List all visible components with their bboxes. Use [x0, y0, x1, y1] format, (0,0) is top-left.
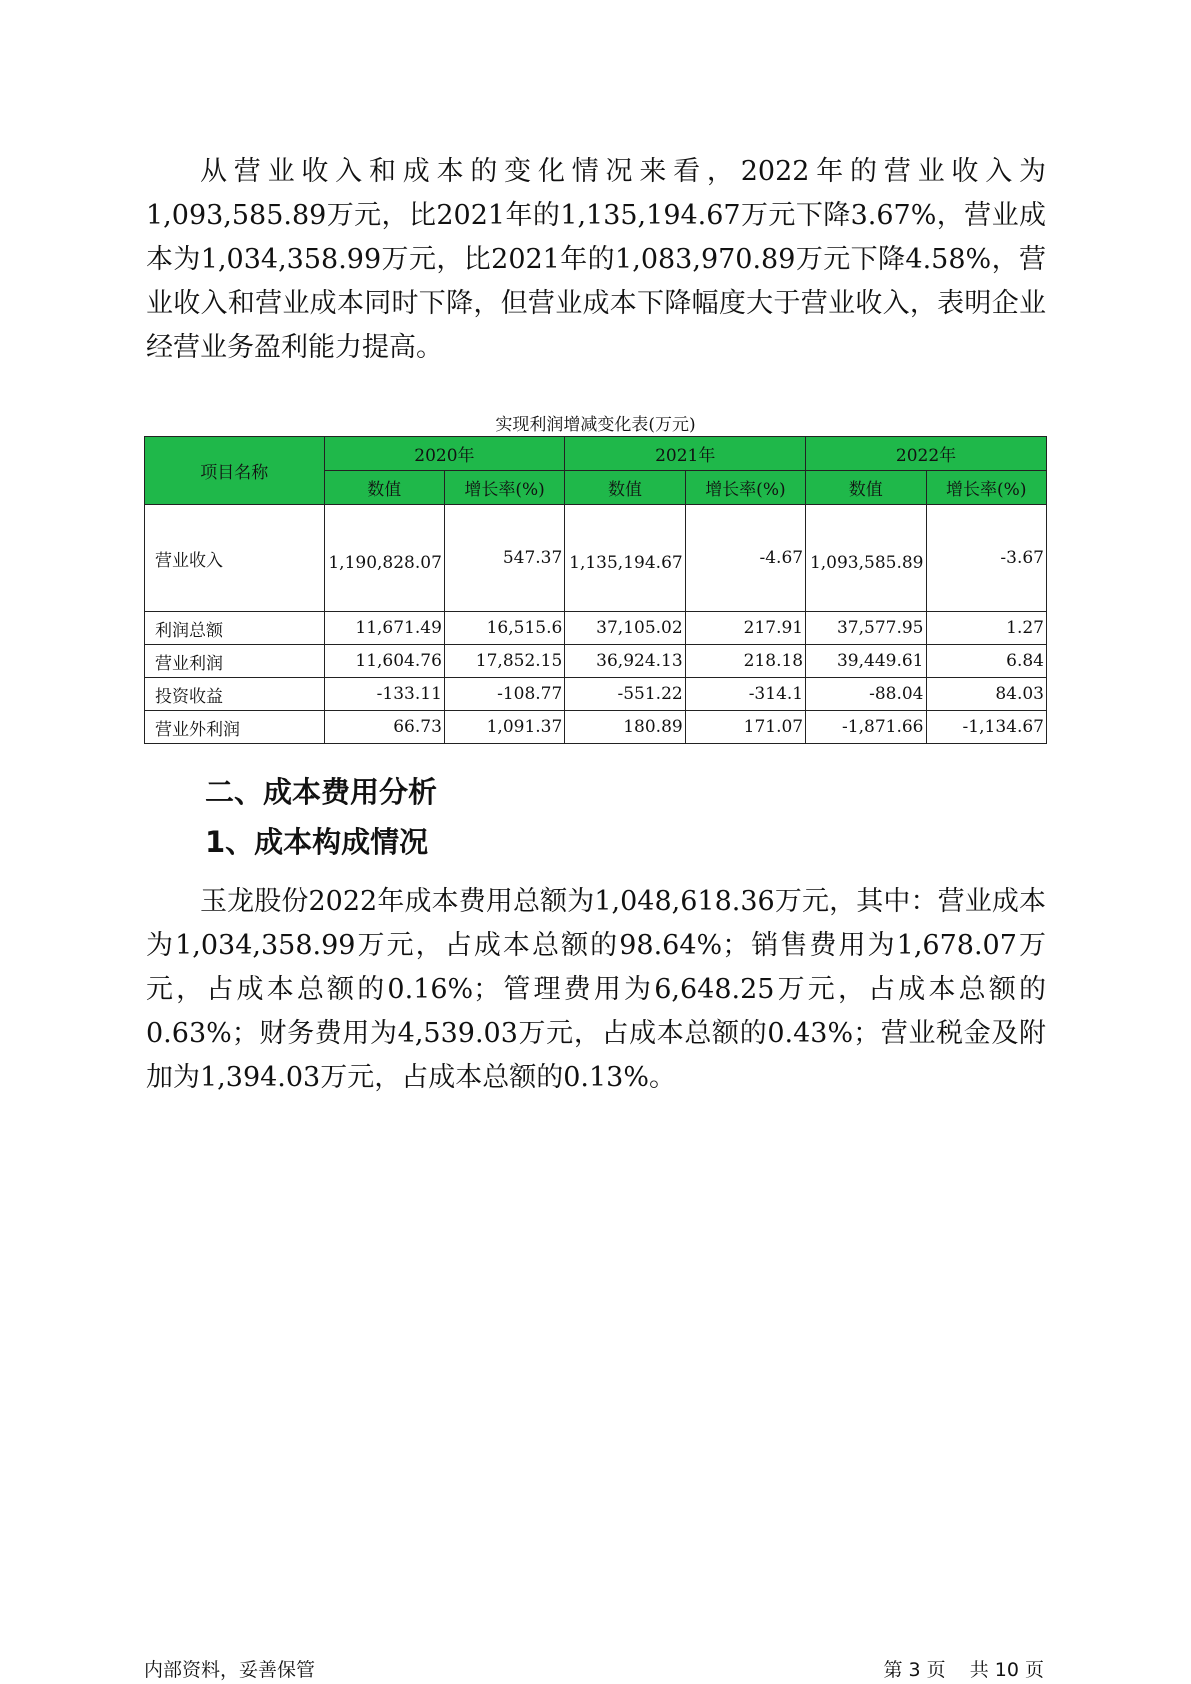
paragraph-revenue-cost: 从营业收入和成本的变化情况来看，2022年的营业收入为1,093,585.89万元，比2021年的1,135,194.67万元下降3.67%，营业成本为1,034,358.99万元，比2021年的1,083,970.89万元下降4.58%，营业收入和营业成本同时下降，但营业成本下降幅度大于营业收入，表明企业经营业务盈利能力提高。	[146, 156, 1046, 363]
cell-value: 39,449.61	[806, 645, 926, 678]
cell-value: 37,105.02	[565, 612, 685, 645]
section-heading-cost-analysis: 二、成本费用分析	[205, 775, 438, 809]
row-name: 营业利润	[145, 645, 325, 678]
page-prefix: 第	[883, 1659, 903, 1681]
page-number: 3	[908, 1659, 921, 1681]
cell-value: -551.22	[565, 678, 685, 711]
header-year-2020: 2020年	[324, 437, 565, 471]
cell-value: 1,190,828.07	[324, 505, 444, 612]
cell-rate: -314.1	[685, 678, 805, 711]
cell-rate: 171.07	[685, 711, 805, 744]
header-year-2022: 2022年	[806, 437, 1047, 471]
table-row	[145, 678, 1047, 711]
cell-rate: 217.91	[685, 612, 805, 645]
cell-rate: 218.18	[685, 645, 805, 678]
total-suffix: 页	[1024, 1659, 1044, 1681]
cell-rate: -3.67	[926, 505, 1047, 612]
header-value: 数值	[565, 471, 685, 505]
cell-value: -88.04	[806, 678, 926, 711]
row-name: 投资收益	[145, 678, 325, 711]
cell-value: 37,577.95	[806, 612, 926, 645]
table-header-row-years	[145, 437, 1047, 471]
cell-rate: -108.77	[444, 678, 564, 711]
cell-value: 11,604.76	[324, 645, 444, 678]
table-row	[145, 645, 1047, 678]
cell-rate: 547.37	[444, 505, 564, 612]
cell-value: 1,093,585.89	[806, 505, 926, 612]
header-year-2021: 2021年	[565, 437, 806, 471]
header-value: 数值	[324, 471, 444, 505]
cell-value: 1,135,194.67	[565, 505, 685, 612]
table-row	[145, 612, 1047, 645]
cell-value: 180.89	[565, 711, 685, 744]
cell-value: 36,924.13	[565, 645, 685, 678]
row-name: 营业外利润	[145, 711, 325, 744]
profit-change-table	[144, 436, 1047, 744]
cell-value: -133.11	[324, 678, 444, 711]
table-title: 实现利润增减变化表(万元)	[495, 415, 696, 435]
cell-rate: 17,852.15	[444, 645, 564, 678]
cell-rate: 1.27	[926, 612, 1047, 645]
header-rate: 增长率(%)	[685, 471, 805, 505]
footer-confidential-note: 内部资料，妥善保管	[144, 1659, 316, 1681]
cell-rate: 6.84	[926, 645, 1047, 678]
cell-rate: -1,134.67	[926, 711, 1047, 744]
table-row	[145, 711, 1047, 744]
cell-rate: -4.67	[685, 505, 805, 612]
total-prefix: 共	[969, 1659, 989, 1681]
cell-rate: 84.03	[926, 678, 1047, 711]
total-pages: 10	[994, 1659, 1019, 1681]
row-name: 营业收入	[145, 505, 325, 612]
subsection-heading-cost-structure: 1、成本构成情况	[205, 825, 429, 859]
cell-rate: 1,091.37	[444, 711, 564, 744]
page-suffix: 页	[926, 1659, 946, 1681]
row-name: 利润总额	[145, 612, 325, 645]
header-item-name: 项目名称	[145, 437, 325, 505]
cell-value: -1,871.66	[806, 711, 926, 744]
cell-value: 11,671.49	[324, 612, 444, 645]
footer-page-info	[881, 1655, 1047, 1682]
header-rate: 增长率(%)	[926, 471, 1047, 505]
cell-rate: 16,515.6	[444, 612, 564, 645]
paragraph-cost-structure: 玉龙股份2022年成本费用总额为1,048,618.36万元，其中：营业成本为1,034,358.99万元，占成本总额的98.64%；销售费用为1,678.07万元，占成本总额的0.16%；管理费用为6,648.25万元，占成本总额的0.63%；财务费用为4,539.03万元，占成本总额的0.43%；营业税金及附加为1,394.03万元，占成本总额的0.13%。	[146, 886, 1046, 1093]
header-rate: 增长率(%)	[444, 471, 564, 505]
cell-value: 66.73	[324, 711, 444, 744]
header-value: 数值	[806, 471, 926, 505]
table-row	[145, 505, 1047, 612]
